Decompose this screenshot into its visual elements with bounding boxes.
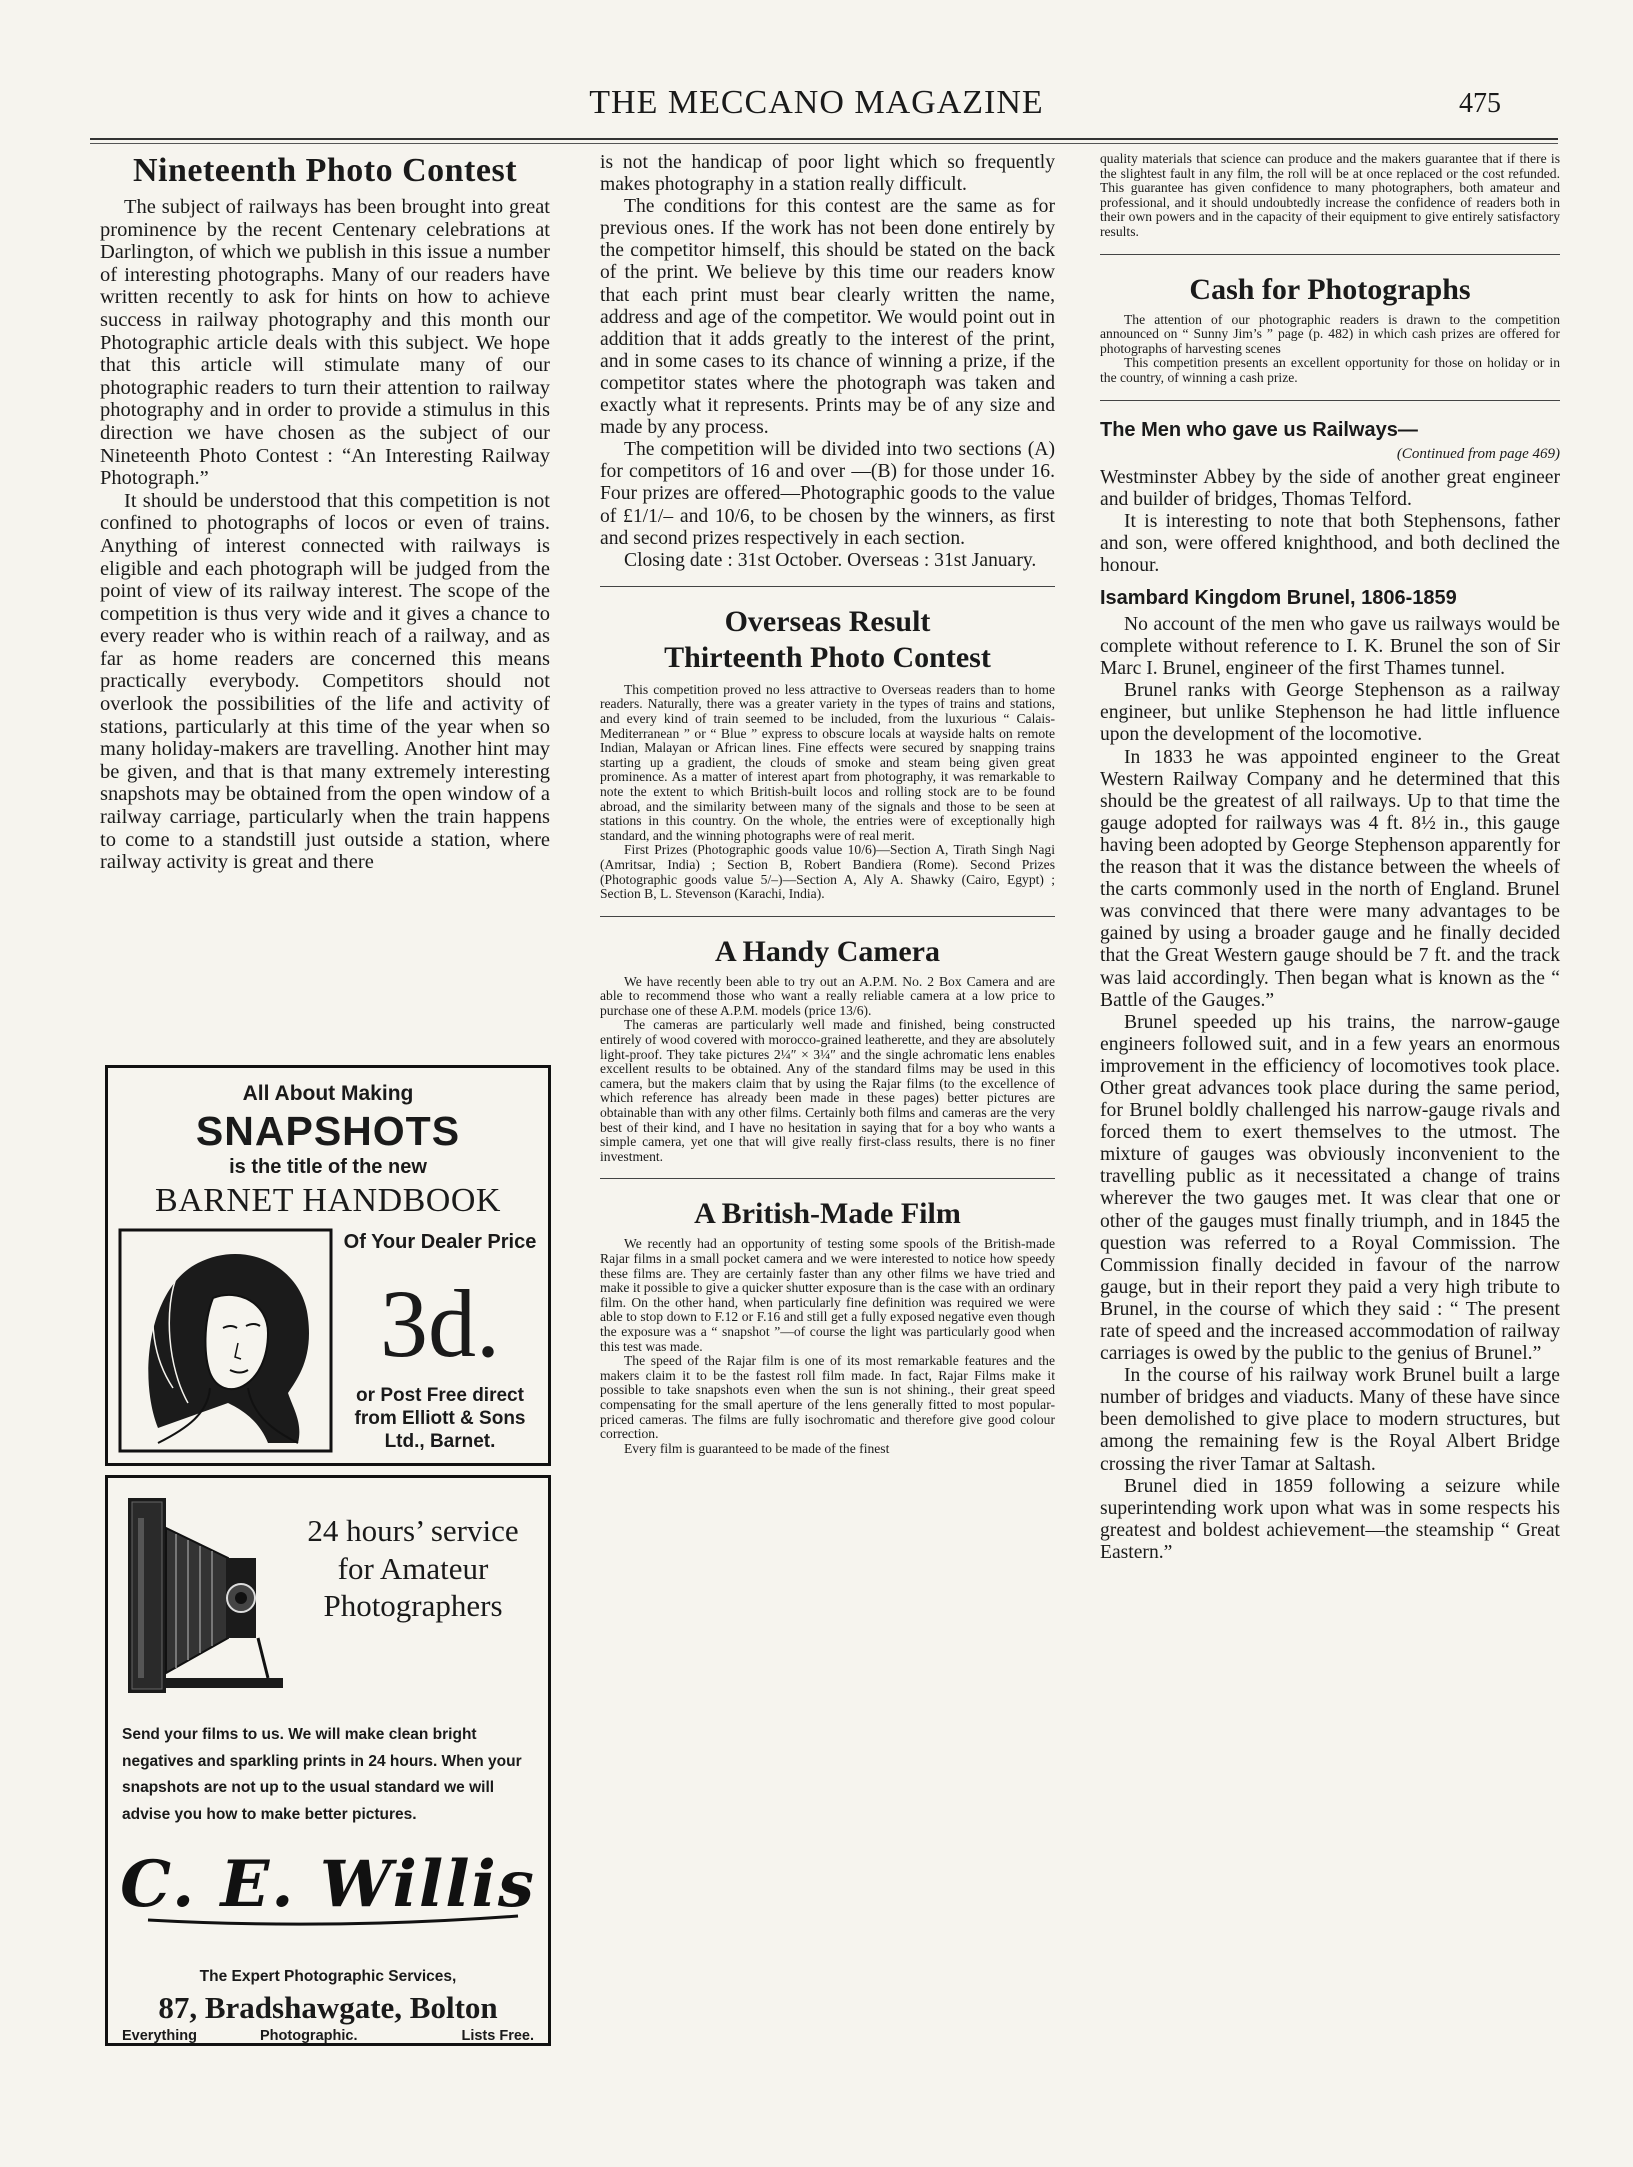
ad-body-text: Send your films to us. We will make clean bright negatives and sparkling prints in 24 hours. When your snapshots are not up to the usual standard we will advise you how to make better pictures. (122, 1726, 522, 1823)
section-rule (1100, 254, 1560, 255)
ad-line: is the title of the new (229, 1156, 427, 1178)
railway-men-paragraph: Brunel speeded up his trains, the narrow-gauge engineers followed suit, and in a few years an enormous improvement in the efficiency of locomotives took place. Other great advances took place during the same period, for Brunel boldly challenged his narrow-gauge rivals and forced them to exert themselves to the utmost. The mixture of gauges was obviously inconvenient to the travelling public as it necessitated a change of trains wherever the two gauges met. It was clear that one or other of the gauges must finally triumph, and in 1845 the question was referred to a Royal Commission. The Commission finally decided in favour of the narrow gauge, but in their report they paid a very high tribute to Brunel, in the course of which they said : “ The present rate of speed and the increased accommodation of railway carriages is owed by the public to the genius of Brunel.” (1100, 1011, 1560, 1365)
ad-post-free: or Post Free direct from Elliott & Sons Ltd., Barnet. (354, 1385, 526, 1452)
ad-handbook-title: BARNET HANDBOOK (155, 1182, 501, 1219)
handy-camera-paragraph: The cameras are particularly well made and finished, being constructed entirely of wood covered with morocco-grained leatherette, and they are absolutely light-proof. They take pictures 2¼″ × 3¼″ and the single achromatic lens enables excellent results to be obtained. Any of the standard films may be used in this camera, but the makers claim that by using the Rajar films (to the excellence of which reference has already been made in these pages) better pictures are obtainable than with any other films. Certainly both films and cameras are the very best of their kind, and I have no hesitation in saying that for a boy who wants a simple camera, yet one that will give really first-class results, there is no finer investment. (600, 1017, 1055, 1164)
ad-footer-text: Photographic. (260, 2028, 358, 2044)
closing-date: Closing date : 31st October. Overseas : 31st January. (624, 549, 1037, 571)
british-film-paragraph: The speed of the Rajar film is one of its most remarkable features and the makers claim it to be the fastest roll film made. In fact, Rajar Films make it possible to take snapshots even when the sun is not shining., their great speed compensating for the small aperture of the lens generally fitted to most popular-priced cameras. The films are fully isochromatic and therefore give good colour correction. (600, 1353, 1055, 1442)
overseas-result-paragraph: This competition proved no less attractive to Overseas readers than to home readers. Naturally, there was a greater variety in the types of trains and stations, and every kind of train seemed to be included, from the luxurious “ Calais-Mediterranean ” or “ Blue ” express to obscure locals at wayside halts on remote Indian, Malayan or African lines. Fine effects were secured by snapping trains starting up a gradient, the clouds of smoke and steam being given great prominence. As a matter of interest apart from photography, it was remarkable to note the extent to which British-built locos and rolling stock are to be found abroad, and the similarity between many of the signals and those to be seen at stations in this country. On the whole, the entries were of exceptionally high standard, and the winning photographs were of real merit. (600, 681, 1055, 843)
british-film-paragraph: We recently had an opportunity of testing some spools of the British-made Rajar films in a small pocket camera and we were interested to notice how speedy these films are. They are certainly faster than any other films we have tried and make it possible to give a quicker shutter exposure than is the case with an ordinary film. On the other hand, when particularly fine definition was required we were able to stop down to F.12 or F.16 and still get a fully exposed negative even though the exposure was a “ snapshot ”—of course the light was particularly good when this test was made. (600, 1236, 1055, 1354)
photo-contest-paragraph: The conditions for this contest are the same as for previous ones. If the work has not been done entirely by the competitor himself, this should be stated on the back of the print. We believe by this time our readers know that each print must bear clearly written the name, address and age of the competitor. We would point out in addition that it adds greatly to the interest of the print, and in some cases to its chance of winning a prize, if the competitor states where the photograph was taken and exactly what it represents. Prints may be of any size and made by any process. (600, 196, 1055, 439)
brunel-subheading: Isambard Kingdom Brunel, 1806-1859 (1100, 587, 1457, 609)
column-right (1100, 152, 1560, 1564)
section-rule (600, 586, 1055, 587)
folding-camera-illustration (118, 1488, 288, 1703)
photo-contest-title: Nineteenth Photo Contest (132, 152, 518, 189)
willis-photographic-ad (105, 1475, 551, 2046)
handy-camera-title: A Handy Camera (715, 934, 940, 968)
railway-men-paragraph: No account of the men who gave us railways would be complete without reference to I. K. Brunel the son of Sir Marc I. Brunel, engineer of the first Thames tunnel. (1100, 614, 1560, 680)
handy-camera-paragraph: We have recently been able to try out an A.P.M. No. 2 Box Camera and are able to recommend those who want a really reliable camera at a low price to purchase one of these A.P.M. models (price 13/6). (600, 973, 1055, 1018)
photo-contest-paragraph: The competition will be divided into two sections (A) for competitors of 16 and over —(B) for those under 16. Four prizes are offered—Photographic goods to the value of £1/1/– and 10/6, to be chosen by the winners, as first and second prizes respectively in each section. (600, 439, 1055, 549)
svg-text:C. E. Willis: C. E. Willis (120, 1847, 536, 1922)
willis-signature-logo (118, 1838, 538, 1928)
railway-men-paragraph: In 1833 he was appointed engineer to the Great Western Railway Company and he determined that this should be the greatest of all railways. Up to that time the gauge adopted for railways was 4 ft. 8½ in., this gauge having been adopted by George Stephenson apparently for the reason that it was the distance between the wheels of the carts commonly used in the north of England. Brunel was convinced that there were many advantages to be gained by using a broader gauge and he finally decided that the Great Western gauge should be 7 ft. and the track was laid accordingly. Then began what is known as the “ Battle of the Gauges.” (1100, 746, 1560, 1011)
railway-men-paragraph: In the course of his railway work Brunel built a large number of bridges and viaducts. Many of these have since been demolished to give place to modern structures, but among the remaining few is the Royal Albert Bridge crossing the river Tamar at Saltash. (1100, 1365, 1560, 1475)
section-rule (600, 916, 1055, 917)
british-film-paragraph: Every film is guaranteed to be made of the finest (624, 1440, 890, 1456)
ad-footer-text: Everything (122, 2028, 197, 2044)
photo-contest-paragraph: The subject of railways has been brought into great prominence by the recent Centenary celebrations at Darlington, of which we publish in this issue a number of interesting photographs. Many of our readers have written recently to ask for hints on how to achieve success in railway photography and this month our Photographic article deals with this subject. We hope that this article will stimulate many of our photographic readers to turn their attention to railway photography and in order to provide a stimulus in this direction we have chosen as the subject of our Nineteenth Photo Contest : “An Interesting Railway Photograph.” (100, 196, 550, 490)
ad-address: 87, Bradshawgate, Bolton (158, 1990, 498, 2025)
ad-company: The Expert Photographic Services, (199, 1968, 457, 1985)
woman-portrait-illustration (118, 1228, 333, 1453)
cash-photos-paragraph: The attention of our photographic readers is drawn to the competition announced on “ Sunny Jim’s ” page (p. 482) in which cash prizes are offered for photographs of harvesting scenes (1100, 311, 1560, 356)
ad-dealer-price: Of Your Dealer Price (343, 1231, 537, 1253)
overseas-result-subtitle: Thirteenth Photo Contest (664, 640, 991, 674)
ad-service-heading: 24 hours’ service for Amateur Photographers (307, 1513, 519, 1623)
ad-footer-text: Lists Free. (461, 2028, 534, 2044)
railway-men-title: The Men who gave us Railways— (1100, 418, 1418, 441)
overseas-result-title: Overseas Result (724, 604, 931, 638)
column-left (100, 152, 550, 874)
railway-men-paragraph: Westminster Abbey by the side of another great engineer and builder of bridges, Thomas Telford. (1100, 466, 1560, 510)
ad-price: 3d. (380, 1270, 500, 1377)
magazine-title: THE MECCANO MAGAZINE (589, 84, 1044, 121)
cash-photos-paragraph: This competition presents an excellent opportunity for those on holiday or in the country, of winning a cash prize. (1100, 355, 1560, 385)
barnet-handbook-ad (105, 1065, 551, 1466)
photo-contest-paragraph: It should be understood that this competition is not confined to photographs of locos or even of trains. Anything of interest connected with railways is eligible and each photograph will be judged from the point of view of its railway interest. The scope of the competition is thus very wide and it gives a chance to every reader who is within reach of a railway, and as far as home readers are concerned this means practically everybody. Competitors should not overlook the possibilities of the life and activity of stations, particularly at this time of the year when so many holiday-makers are travelling. Another hint may be given, and that is that many extremely interesting snapshots may be obtained from the open window of a railway carriage, particularly when the train happens to come to a standstill just outside a station, where railway activity is great and there (100, 489, 550, 874)
cash-photos-title: Cash for Photographs (1189, 272, 1471, 306)
british-film-title: A British-Made Film (694, 1197, 961, 1231)
railway-men-paragraph: It is interesting to note that both Stephensons, father and son, were offered knighthood, and both declined the honour. (1100, 510, 1560, 576)
ad-headline: SNAPSHOTS (195, 1108, 461, 1154)
section-rule (1100, 400, 1560, 401)
photo-contest-paragraph: is not the handicap of poor light which so frequently makes photography in a station really difficult. (600, 152, 1055, 196)
ad-line: All About Making (242, 1082, 414, 1105)
railway-men-paragraph: Brunel ranks with George Stephenson as a railway engineer, but unlike Stephenson he had little influence upon the development of the locomotive. (1100, 680, 1560, 746)
page-number: 475 (1459, 88, 1501, 119)
running-header (90, 84, 1543, 134)
overseas-result-winners: First Prizes (Photographic goods value 10/6)—Section A, Tirath Singh Nagi (Amritsar, India) ; Section B, Robert Bandiera (Rome). Second Prizes (Photographic goods value 5/–)—Section A, Aly A. Shawky (Cairo, Egypt) ; Section B, L. Stevenson (Karachi, India). (600, 842, 1055, 902)
header-rule-thin (90, 143, 1558, 144)
british-film-paragraph: quality materials that science can produce and the makers guarantee that if there is the slightest fault in any film, the roll will be at once replaced or the cost refunded. This guarantee has given confidence to many photographers, both amateur and professional, and it should undoubtedly increase the confidence of readers both in their own powers and in the capacity of their equipment to give entirely satisfactory results. (1100, 151, 1560, 239)
continued-note: (Continued from page 469) (1396, 445, 1560, 462)
header-rule (90, 138, 1558, 140)
railway-men-paragraph: Brunel died in 1859 following a seizure while superintending work upon what was in some respects his greatest and boldest achievement—the steamship “ Great Eastern.” (1100, 1475, 1560, 1563)
section-rule (600, 1178, 1055, 1179)
column-middle (600, 152, 1055, 1456)
